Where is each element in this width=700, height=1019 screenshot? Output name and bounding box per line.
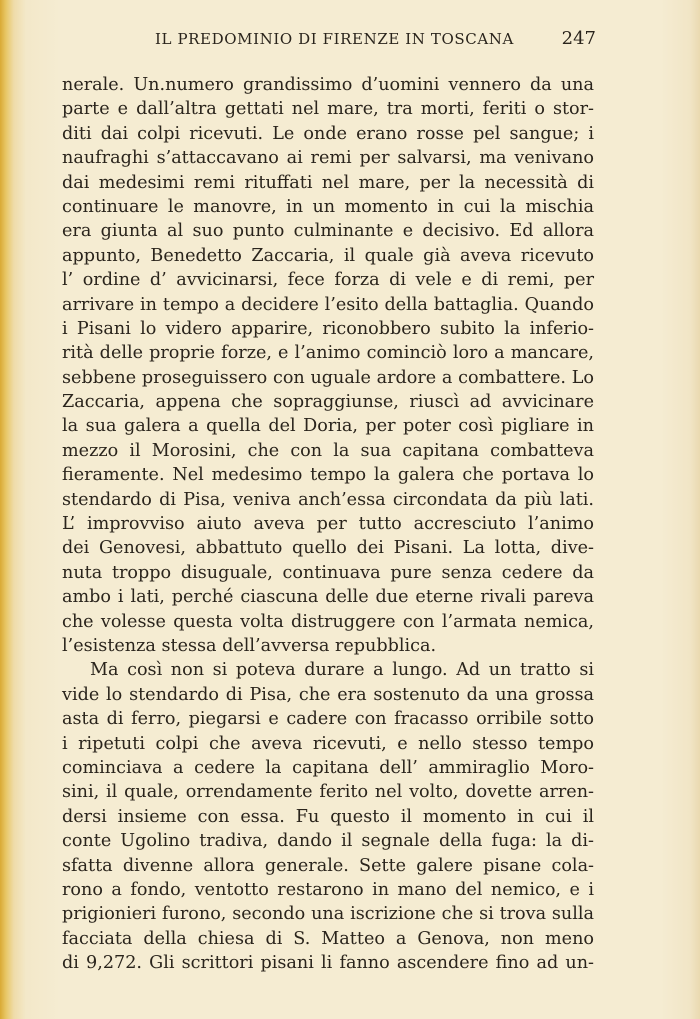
- text-line: naufraghi s’attaccavano ai remi per salvarsi, ma venivano: [62, 148, 594, 169]
- text-line: Ma così non si poteva durare a lungo. Ad un tratto si: [90, 660, 594, 681]
- page-number: 247: [561, 28, 596, 49]
- text-line: i ripetuti colpi che aveva ricevuti, e nello stesso tempo: [62, 733, 594, 754]
- text-line: rità delle proprie forze, e l’animo cominciò loro a mancare,: [62, 343, 594, 364]
- text-line: cominciava a cedere la capitana dell’ ammiraglio Moro-: [62, 757, 594, 778]
- text-line: l’ ordine d’ avvicinarsi, fece forza di vele e di remi, per: [62, 270, 594, 291]
- text-line: la sua galera a quella del Doria, per poter così pigliare in: [62, 416, 594, 437]
- text-line: mezzo il Morosini, che con la sua capitana combatteva: [62, 440, 594, 461]
- text-line: fieramente. Nel medesimo tempo la galera che portava lo: [62, 465, 594, 486]
- text-line: sebbene proseguissero con uguale ardore a combattere. Lo: [62, 367, 594, 388]
- text-line: dai medesimi remi rituffati nel mare, per la necessità di: [62, 172, 594, 193]
- text-line: conte Ugolino tradiva, dando il segnale della fuga: la di-: [62, 831, 594, 852]
- text-line: l’esistenza stessa dell’avversa repubblica.: [62, 635, 437, 656]
- body-text: [62, 73, 594, 975]
- text-line: diti dai colpi ricevuti. Le onde erano rosse pel sangue; i: [62, 123, 594, 144]
- text-line: ambo i lati, perché ciascuna delle due eterne rivali pareva: [62, 587, 594, 608]
- text-line: nerale. Un.numero grandissimo d’uomini vennero da una: [62, 75, 594, 95]
- text-line: facciata della chiesa di S. Matteo a Genova, non meno: [62, 928, 594, 949]
- paragraph: [62, 73, 594, 658]
- text-line: che volesse questa volta distruggere con l’armata nemica,: [62, 611, 594, 632]
- text-line: appunto, Benedetto Zaccaria, il quale già aveva ricevuto: [62, 245, 594, 266]
- text-line: sfatta divenne allora generale. Sette galere pisane cola-: [62, 855, 594, 876]
- text-line: vide lo stendardo di Pisa, che era sostenuto da una grossa: [62, 684, 594, 705]
- text-line: sini, il quale, orrendamente ferito nel volto, dovette arren-: [62, 782, 594, 803]
- text-line: asta di ferro, piegarsi e cadere con fracasso orribile sotto: [62, 709, 594, 730]
- text-line: stendardo di Pisa, veniva anch’essa circondata da più lati.: [62, 489, 594, 510]
- paragraph: [62, 658, 594, 975]
- text-line: rono a fondo, ventotto restarono in mano del nemico, e i: [62, 879, 594, 900]
- text-line: nuta troppo disuguale, continuava pure senza cedere da: [62, 562, 594, 583]
- text-line: i Pisani lo videro apparire, riconobbero subito la inferio-: [62, 318, 594, 339]
- text-line: di 9,272. Gli scrittori pisani li fanno ascendere fino ad un-: [62, 953, 594, 974]
- text-line: dei Genovesi, abbattuto quello dei Pisani. La lotta, dive-: [62, 538, 594, 559]
- page-header: [62, 30, 596, 52]
- text-line: continuare le manovre, in un momento in cui la mischia: [62, 196, 594, 217]
- text-line: parte e dall’altra gettati nel mare, tra morti, feriti o stor-: [62, 99, 594, 120]
- text-line: Zaccaria, appena che sopraggiunse, riuscì ad avvicinare: [62, 392, 594, 413]
- text-line: era giunta al suo punto culminante e decisivo. Ed allora: [62, 221, 594, 242]
- text-line: L’ improvviso aiuto aveva per tutto accresciuto l’animo: [62, 514, 594, 535]
- text-line: prigionieri furono, secondo una iscrizione che si trova sulla: [62, 904, 594, 925]
- text-line: arrivare in tempo a decidere l’esito della battaglia. Quando: [62, 294, 594, 315]
- text-line: dersi insieme con essa. Fu questo il momento in cui il: [62, 806, 594, 827]
- running-title: IL PREDOMINIO DI FIRENZE IN TOSCANA: [155, 30, 514, 48]
